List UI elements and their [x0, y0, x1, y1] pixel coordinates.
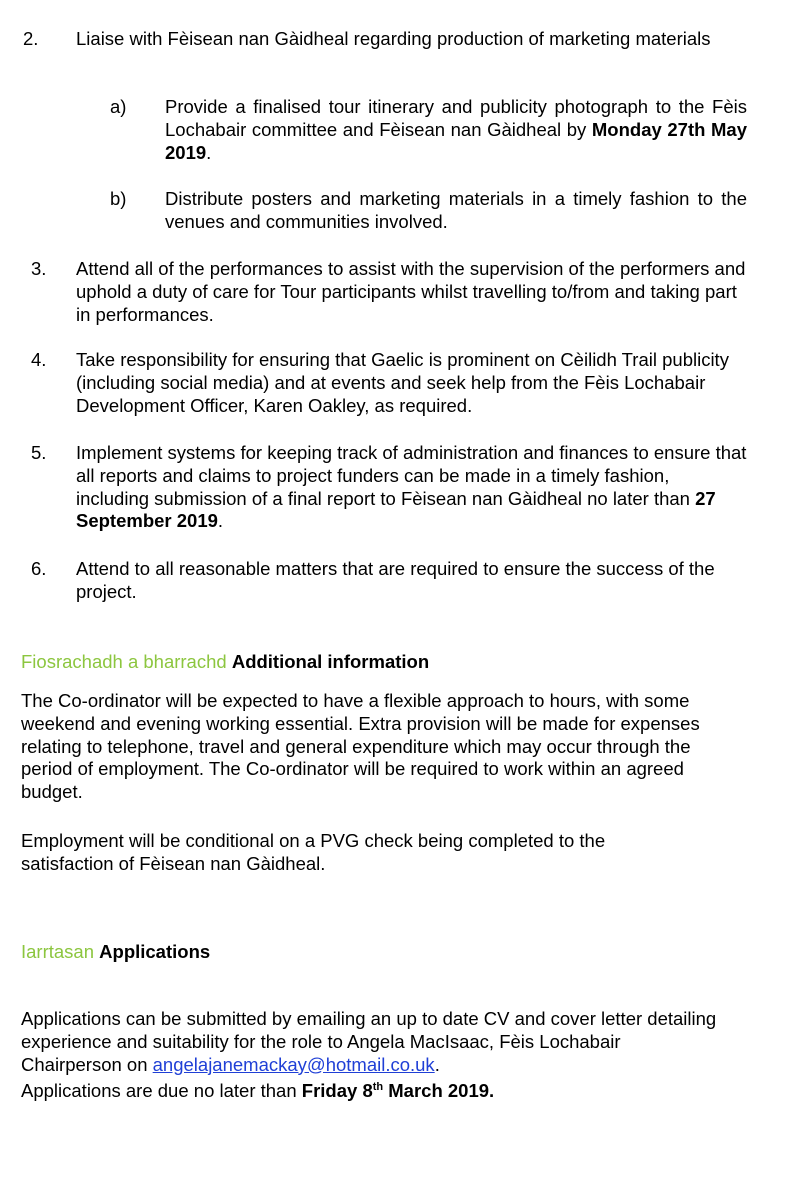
item-3-text: Attend all of the performances to assist with the supervision of the performers and uphold a duty of care for Tour participants whilst travelling to/from and taking part in performances.: [76, 258, 746, 325]
applications-due-date: Friday 8th March 2019.: [301, 1080, 495, 1101]
applications-heading: [21, 941, 761, 964]
item-6-number: 6.: [31, 558, 47, 579]
additional-paragraph-1: The Co-ordinator will be expected to have a flexible approach to hours, with some weekend and evening working essential. Extra provision will be made for expenses relating to telephone, travel and general expenditure which may occur through the period of employment. The Co-ordinator will be required to work within an agreed budget.: [21, 690, 700, 803]
item-2-text: Liaise with Fèisean nan Gàidheal regarding production of marketing materials: [76, 28, 711, 49]
additional-heading-gaelic: Fiosrachadh a bharrachd: [21, 651, 227, 672]
item-4-text: Take responsibility for ensuring that Gaelic is prominent on Cèilidh Trail publicity (including social media) and at events and seek help from the Fèis Lochabair Development Officer, Karen Oakley, as required.: [76, 349, 729, 416]
item-6-text: Attend to all reasonable matters that are required to ensure the success of the project.: [76, 558, 715, 602]
item-4-number: 4.: [31, 349, 47, 370]
applications-due-line: Applications are due no later than Friday 8th March 2019.: [21, 1080, 495, 1101]
applications-heading-english: Applications: [99, 941, 211, 962]
item-3-number: 3.: [31, 258, 47, 279]
item-2a-deadline: Monday 27th May 2019: [165, 118, 747, 163]
item-2b-text: Distribute posters and marketing materials in a timely fashion to the venues and communities involved.: [165, 188, 747, 232]
additional-heading-english: Additional information: [231, 651, 430, 672]
item-5-number: 5.: [31, 442, 47, 463]
item-5-text: Implement systems for keeping track of administration and finances to ensure that all reports and claims to project funders can be made in a timely fashion, including submission of a final report to Fèisean nan Gàidheal no later than 27 September 2019.: [76, 442, 747, 532]
applications-paragraph: Applications can be submitted by emailing an up to date CV and cover letter detailing experience and suitability for the role to Angela MacIsaac, Fèis Lochabair Chairperson on angelajanemackay@hotmail.co.uk.: [21, 1008, 717, 1075]
item-2b-letter: b): [110, 188, 127, 209]
item-2-number: 2.: [23, 28, 39, 49]
item-2a-letter: a): [110, 96, 127, 117]
contact-email-link[interactable]: angelajanemackay@hotmail.co.uk: [152, 1053, 435, 1075]
additional-paragraph-2: Employment will be conditional on a PVG check being completed to the satisfaction of Fèisean nan Gàidheal.: [21, 830, 606, 874]
item-5-deadline: 27 September 2019: [76, 487, 716, 532]
applications-heading-gaelic: Iarrtasan: [21, 941, 95, 962]
item-2a-text: Provide a finalised tour itinerary and publicity photograph to the Fèis Lochabair committee and Fèisean nan Gàidheal by Monday 27th May 2019.: [165, 96, 747, 163]
additional-heading: [21, 651, 761, 674]
